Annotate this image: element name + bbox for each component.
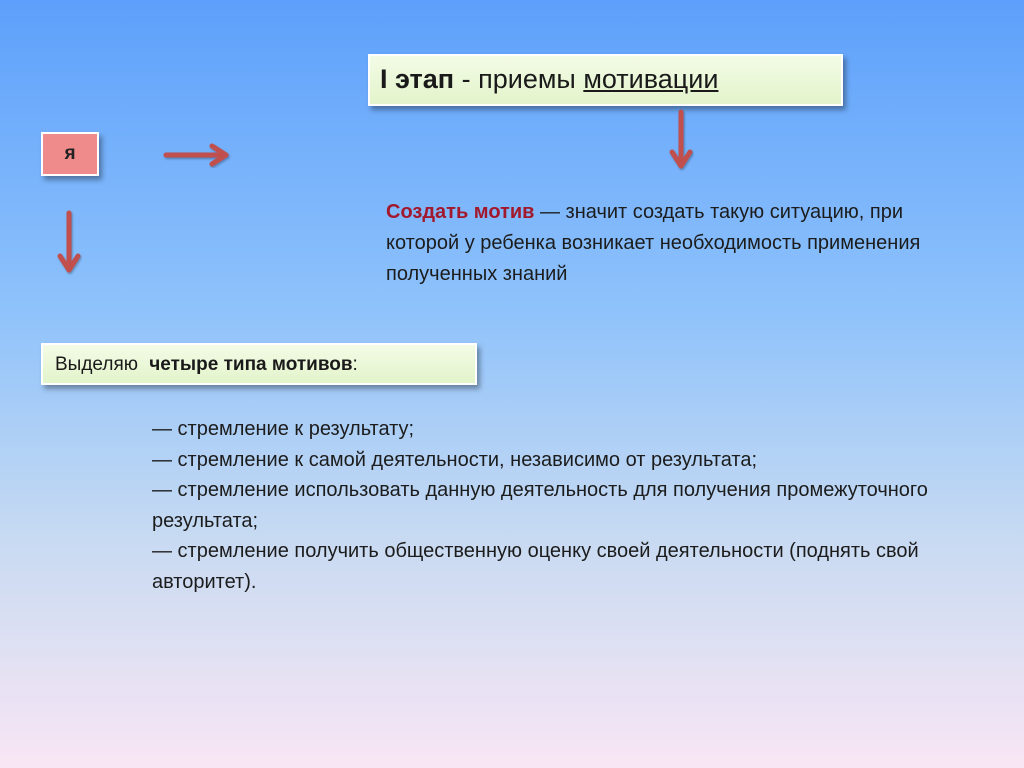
types-suffix: :	[352, 354, 358, 375]
motive-item: — стремление получить общественную оценку своей деятельности (поднять свой авторитет).	[152, 540, 919, 593]
arrow-down-right-icon	[672, 112, 690, 166]
motive-item: — стремление к самой деятельности, независимо от результата;	[152, 448, 758, 471]
types-emphasis: четыре типа мотивов	[149, 354, 353, 375]
motive-item: — стремление к результату;	[152, 418, 415, 440]
arrow-down-left-icon	[60, 213, 78, 270]
definition-term: Создать мотив	[386, 201, 535, 223]
stage-topic: мотивации	[583, 64, 719, 94]
ya-label: я	[64, 143, 76, 164]
stage-separator: - приемы	[454, 64, 584, 94]
motive-item: — стремление использовать данную деятельность для получения промежуточного результата;	[152, 479, 928, 532]
definition-text: — значит создать такую ситуацию, при которой у ребенка возникает необходимость применения полученных знаний	[386, 201, 921, 285]
stage-label: I этап	[380, 64, 455, 94]
types-prefix: Выделяю	[55, 354, 138, 375]
arrow-right-icon	[166, 146, 226, 164]
